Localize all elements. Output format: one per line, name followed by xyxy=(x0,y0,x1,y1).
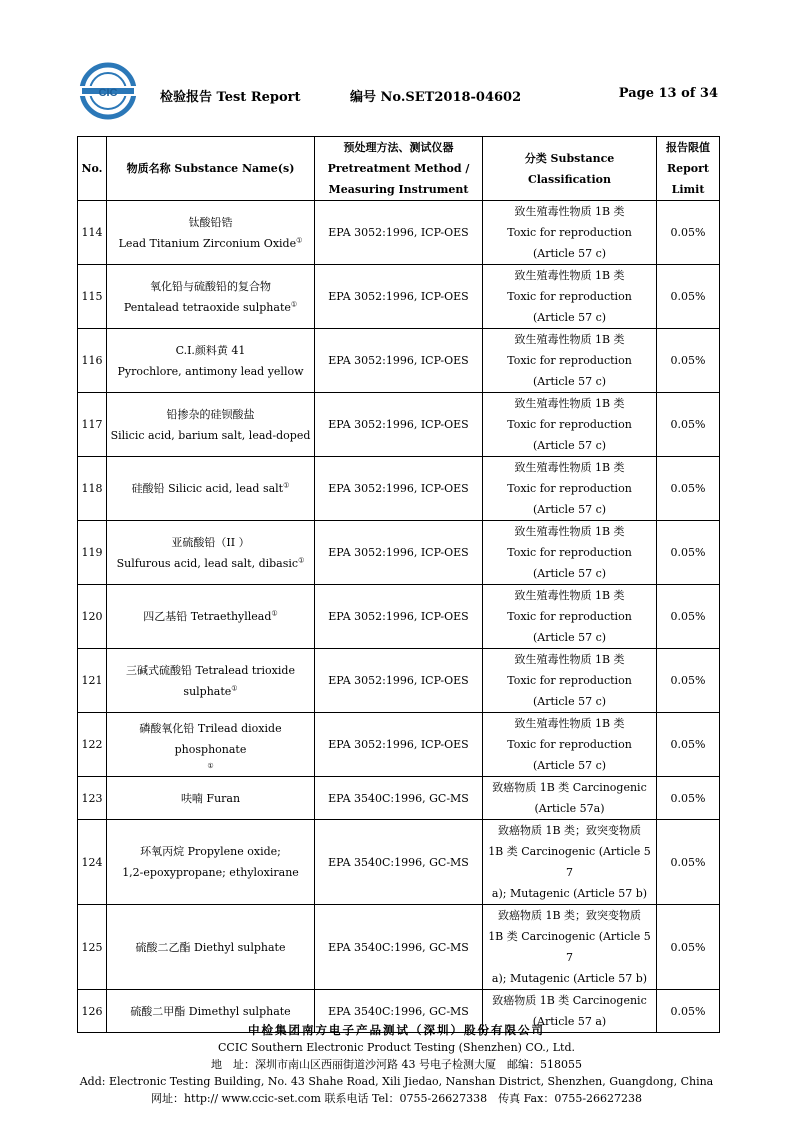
substance-name-line2 xyxy=(109,681,312,702)
cell-limit: 0.05% xyxy=(657,905,720,990)
cell-limit: 0.05% xyxy=(657,990,720,1033)
ccic-logo-icon xyxy=(78,62,142,120)
substance-name-text: 硫酸二乙酯 Diethyl sulphate xyxy=(135,940,286,954)
substance-name-text: Lead Titanium Zirconium Oxide xyxy=(118,236,297,250)
contact-info: 网址：http:// www.ccic-set.com 联系电话 Tel：0755-26627338 传真 Fax：0755-26627238 xyxy=(150,1092,643,1105)
page-number: Page 13 of 34 xyxy=(618,86,718,101)
header-method-en1: Pretreatment Method / xyxy=(327,162,470,175)
classification-line2: Toxic for reproduction xyxy=(507,354,632,367)
classification-line2: Toxic for reproduction xyxy=(507,674,632,687)
cell-limit: 0.05% xyxy=(657,777,720,820)
classification-line2: (Article 57a) xyxy=(534,802,605,815)
table-row xyxy=(78,329,720,393)
classification-line1: 致癌物质 1B 类 Carcinogenic xyxy=(492,994,647,1007)
cell-classification xyxy=(483,457,657,521)
cell-method: EPA 3052:1996, ICP-OES xyxy=(315,265,483,329)
page-footer xyxy=(0,1022,793,1107)
report-number: 编号 No.SET2018-04602 xyxy=(350,90,522,105)
classification-line1: 致癌物质 1B 类；致突变物质 xyxy=(497,824,642,837)
cell-classification xyxy=(483,265,657,329)
header-limit xyxy=(657,137,720,201)
cell-classification xyxy=(483,521,657,585)
classification-line2: Toxic for reproduction xyxy=(507,546,632,559)
cell-method: EPA 3052:1996, ICP-OES xyxy=(315,393,483,457)
cell-no: 123 xyxy=(78,777,107,820)
cell-no: 122 xyxy=(78,713,107,777)
cell-limit: 0.05% xyxy=(657,649,720,713)
substance-name-line1 xyxy=(109,276,312,297)
cell-method: EPA 3540C:1996, GC-MS xyxy=(315,820,483,905)
substance-name-text: C.I.颜料黄 41 xyxy=(175,343,246,357)
footnote-marker: ① xyxy=(271,609,278,618)
classification-line1: 致生殖毒性物质 1B 类 xyxy=(514,525,625,538)
classification-line3: (Article 57 c) xyxy=(532,503,607,516)
classification-line2: Toxic for reproduction xyxy=(507,290,632,303)
cell-substance xyxy=(107,649,315,713)
table-row xyxy=(78,265,720,329)
cell-method: EPA 3052:1996, ICP-OES xyxy=(315,457,483,521)
classification-line1: 致生殖毒性物质 1B 类 xyxy=(514,269,625,282)
company-name-en: CCIC Southern Electronic Product Testing (Shenzhen) CO., Ltd. xyxy=(218,1041,575,1054)
table-row xyxy=(78,649,720,713)
cell-limit: 0.05% xyxy=(657,521,720,585)
cell-substance xyxy=(107,201,315,265)
header-limit-en2: Limit xyxy=(671,183,705,196)
substance-name-line2 xyxy=(109,553,312,574)
substance-name-line1 xyxy=(109,660,312,681)
classification-line2: 1B 类 Carcinogenic (Article 5 7 xyxy=(488,930,651,964)
cell-classification xyxy=(483,585,657,649)
cell-method: EPA 3052:1996, ICP-OES xyxy=(315,585,483,649)
address-en: Add: Electronic Testing Building, No. 43 Shahe Road, Xili Jiedao, Nanshan District, Shenzhen, Guangdong, China xyxy=(79,1075,714,1088)
table-row xyxy=(78,905,720,990)
substance-name-line1 xyxy=(109,532,312,553)
cell-no: 121 xyxy=(78,649,107,713)
substance-name-line1 xyxy=(109,606,312,627)
classification-line2: (Article 57 a) xyxy=(532,1015,607,1028)
cell-classification xyxy=(483,201,657,265)
table-row xyxy=(78,777,720,820)
substance-name-line1 xyxy=(109,404,312,425)
table-row xyxy=(78,393,720,457)
cell-method: EPA 3052:1996, ICP-OES xyxy=(315,521,483,585)
classification-line1: 致生殖毒性物质 1B 类 xyxy=(514,397,625,410)
classification-line3: (Article 57 c) xyxy=(532,311,607,324)
substance-name-text: 1,2-epoxypropane; ethyloxirane xyxy=(122,866,299,879)
cell-limit: 0.05% xyxy=(657,585,720,649)
substance-name-line2 xyxy=(109,233,312,254)
cell-substance xyxy=(107,585,315,649)
substance-name-line1 xyxy=(109,1001,312,1022)
substance-name-text: sulphate xyxy=(183,684,232,698)
substance-name-text: Pyrochlore, antimony lead yellow xyxy=(117,364,304,378)
cell-method: EPA 3540C:1996, GC-MS xyxy=(315,905,483,990)
cell-no: 116 xyxy=(78,329,107,393)
footnote-marker: ① xyxy=(296,235,303,244)
cell-limit: 0.05% xyxy=(657,820,720,905)
cell-substance xyxy=(107,393,315,457)
cell-classification xyxy=(483,329,657,393)
classification-line3: a); Mutagenic (Article 57 b) xyxy=(491,972,648,985)
substance-table xyxy=(77,136,720,1033)
cell-substance xyxy=(107,905,315,990)
cell-classification xyxy=(483,820,657,905)
table-row xyxy=(78,713,720,777)
substance-name-text: 环氧丙烷 Propylene oxide; xyxy=(140,845,281,858)
cell-no: 117 xyxy=(78,393,107,457)
classification-line1: 致生殖毒性物质 1B 类 xyxy=(514,333,625,346)
substance-name-text: 钛酸铅锆 xyxy=(188,215,233,229)
footnote-marker: ① xyxy=(207,761,214,770)
classification-line2: 1B 类 Carcinogenic (Article 5 7 xyxy=(488,845,651,879)
cell-limit: 0.05% xyxy=(657,265,720,329)
cell-substance xyxy=(107,457,315,521)
footnote-marker: ① xyxy=(290,299,298,308)
cell-no: 118 xyxy=(78,457,107,521)
cell-method: EPA 3052:1996, ICP-OES xyxy=(315,201,483,265)
header-method-cn: 预处理方法、测试仪器 xyxy=(343,141,454,154)
substance-name-line1 xyxy=(109,841,312,862)
header-substance: 物质名称 Substance Name(s) xyxy=(107,137,315,201)
cell-no: 115 xyxy=(78,265,107,329)
header-limit-en1: Report xyxy=(666,162,710,175)
company-name-cn: 中检集团南方电子产品测试（深圳）股份有限公司 xyxy=(248,1023,545,1037)
cell-classification xyxy=(483,905,657,990)
substance-name-text: 呋喃 Furan xyxy=(180,791,241,805)
substance-name-line1 xyxy=(109,212,312,233)
substance-name-text: 四乙基铅 Tetraethyllead xyxy=(143,610,272,623)
cell-no: 124 xyxy=(78,820,107,905)
footnote-marker: ① xyxy=(283,481,290,490)
cell-method: EPA 3052:1996, ICP-OES xyxy=(315,713,483,777)
cell-limit: 0.05% xyxy=(657,393,720,457)
classification-line3: (Article 57 c) xyxy=(532,439,607,452)
cell-no: 126 xyxy=(78,990,107,1033)
classification-line3: (Article 57 c) xyxy=(532,375,607,388)
substance-name-line1 xyxy=(109,478,312,499)
logo-text: CIC xyxy=(98,87,118,99)
substance-name-text: 硅酸铅 Silicic acid, lead salt xyxy=(131,482,284,495)
table-row xyxy=(78,521,720,585)
substance-name-text: 三碱式硫酸铅 Tetralead trioxide xyxy=(126,663,295,677)
cell-no: 125 xyxy=(78,905,107,990)
table-row xyxy=(78,585,720,649)
classification-line3: (Article 57 c) xyxy=(532,247,607,260)
table-row xyxy=(78,457,720,521)
cell-no: 120 xyxy=(78,585,107,649)
substance-name-line1 xyxy=(109,788,312,809)
classification-line2: Toxic for reproduction xyxy=(507,610,632,623)
cell-limit: 0.05% xyxy=(657,329,720,393)
cell-classification xyxy=(483,393,657,457)
cell-limit: 0.05% xyxy=(657,457,720,521)
cell-limit: 0.05% xyxy=(657,201,720,265)
page-header xyxy=(78,62,718,122)
substance-name-text: 硫酸二甲酯 Dimethyl sulphate xyxy=(130,1004,291,1018)
footnote-marker: ① xyxy=(298,555,305,564)
classification-line3: (Article 57 c) xyxy=(532,759,607,772)
cell-limit: 0.05% xyxy=(657,713,720,777)
footnote-marker: ① xyxy=(231,683,238,692)
cell-no: 114 xyxy=(78,201,107,265)
substance-name-text: Pentalead tetraoxide sulphate xyxy=(123,300,291,314)
classification-line1: 致生殖毒性物质 1B 类 xyxy=(514,653,625,666)
address-cn: 地 址：深圳市南山区西丽街道沙河路 43 号电子检测大厦 邮编：518055 xyxy=(211,1058,582,1071)
classification-line1: 致生殖毒性物质 1B 类 xyxy=(514,717,625,730)
header-no: No. xyxy=(78,137,107,201)
classification-line1: 致癌物质 1B 类；致突变物质 xyxy=(497,909,642,922)
classification-line3: (Article 57 c) xyxy=(532,695,607,708)
cell-no: 119 xyxy=(78,521,107,585)
substance-name-line1 xyxy=(109,718,312,760)
cell-classification xyxy=(483,649,657,713)
substance-name-line1 xyxy=(109,937,312,958)
classification-line3: (Article 57 c) xyxy=(532,567,607,580)
substance-name-line1 xyxy=(109,340,312,361)
cell-substance xyxy=(107,777,315,820)
classification-line3: a); Mutagenic (Article 57 b) xyxy=(491,887,648,900)
cell-method: EPA 3052:1996, ICP-OES xyxy=(315,329,483,393)
cell-substance xyxy=(107,329,315,393)
substance-name-text: 铅掺杂的硅钡酸盐 xyxy=(166,407,255,421)
classification-line2: Toxic for reproduction xyxy=(507,482,632,495)
classification-line2: Toxic for reproduction xyxy=(507,418,632,431)
classification-line2: Toxic for reproduction xyxy=(507,226,632,239)
header-limit-cn: 报告限值 xyxy=(666,141,710,154)
substance-name-line2 xyxy=(109,297,312,318)
substance-name-line2 xyxy=(109,425,312,446)
report-title: 检验报告 Test Report xyxy=(160,90,301,105)
cell-substance xyxy=(107,521,315,585)
classification-line3: (Article 57 c) xyxy=(532,631,607,644)
substance-name-text: 磷酸氧化铅 Trilead dioxide phosphonate xyxy=(139,721,282,756)
substance-name-text: 氧化铅与硫酸铅的复合物 xyxy=(150,279,271,293)
cell-substance xyxy=(107,820,315,905)
substance-name-text: Silicic acid, barium salt, lead-doped xyxy=(110,428,311,442)
classification-line1: 致生殖毒性物质 1B 类 xyxy=(514,589,625,602)
header-method xyxy=(315,137,483,201)
cell-method: EPA 3052:1996, ICP-OES xyxy=(315,649,483,713)
table-header-row xyxy=(78,137,720,201)
header-method-en2: Measuring Instrument xyxy=(328,183,469,196)
table-row xyxy=(78,820,720,905)
table-row xyxy=(78,201,720,265)
cell-substance xyxy=(107,713,315,777)
cell-method: EPA 3540C:1996, GC-MS xyxy=(315,777,483,820)
cell-classification xyxy=(483,777,657,820)
cell-classification xyxy=(483,713,657,777)
classification-line2: Toxic for reproduction xyxy=(507,738,632,751)
cell-substance xyxy=(107,265,315,329)
substance-name-text: 亚硫酸铅（II ） xyxy=(171,535,250,549)
classification-line1: 致生殖毒性物质 1B 类 xyxy=(514,205,625,218)
substance-name-text: Sulfurous acid, lead salt, dibasic xyxy=(116,556,299,570)
classification-line1: 致生殖毒性物质 1B 类 xyxy=(514,461,625,474)
header-classification: 分类 Substance Classification xyxy=(483,137,657,201)
cell-method: EPA 3540C:1996, GC-MS xyxy=(315,990,483,1033)
substance-name-line2 xyxy=(109,361,312,382)
classification-line1: 致癌物质 1B 类 Carcinogenic xyxy=(492,781,647,794)
substance-name-line2 xyxy=(109,862,312,883)
